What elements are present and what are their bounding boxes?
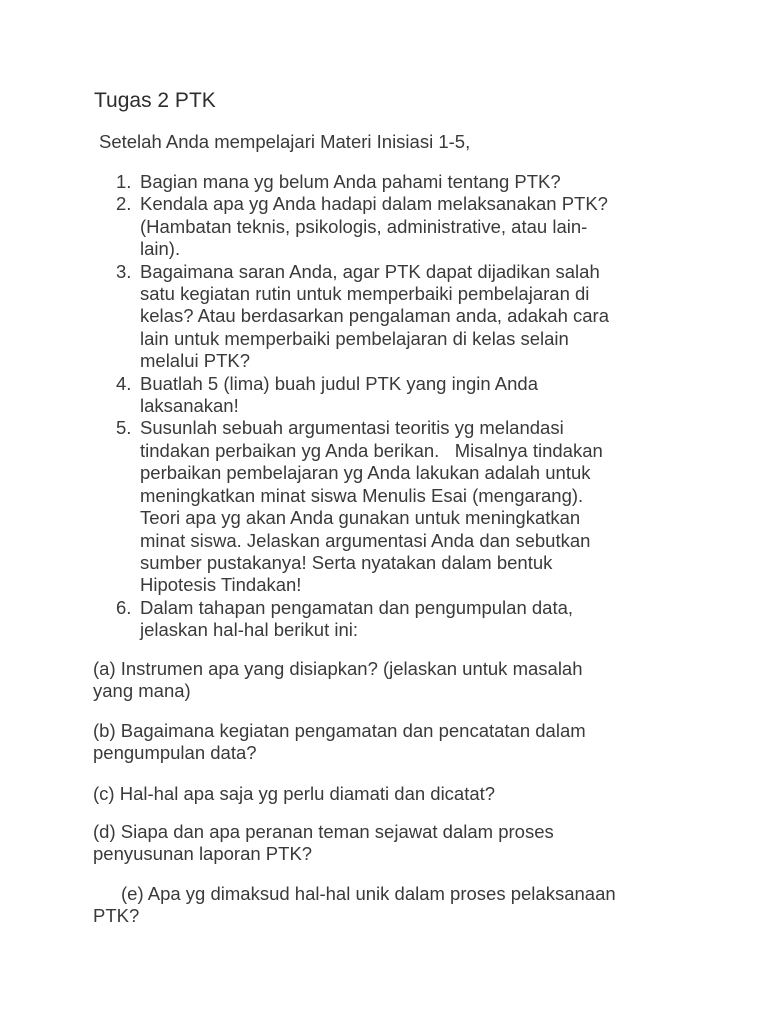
question-number: 3. (116, 260, 132, 282)
text-line: meningkatkan minat siswa Menulis Esai (mengarang). (140, 484, 584, 506)
text-line: tindakan perbaikan yg Anda berikan. Misalnya tindakan (140, 439, 603, 461)
question-number: 4. (116, 372, 132, 394)
question-text (140, 193, 696, 260)
text-line: Hipotesis Tindakan! (140, 574, 302, 596)
text-line: sumber pustakanya! Serta nyatakan dalam bentuk (140, 551, 553, 573)
question-item-6 (116, 597, 696, 642)
question-item-5 (116, 417, 696, 596)
text-line: (Hambatan teknis, psikologis, administrative, atau lain- (140, 215, 588, 237)
intro-paragraph: Setelah Anda mempelajari Materi Inisiasi 1-5, (99, 131, 471, 152)
question-text (140, 261, 696, 373)
text-line: Susunlah sebuah argumentasi teoritis yg melandasi (140, 417, 564, 439)
question-number: 2. (116, 193, 132, 215)
text-line: (e) Apa yg dimaksud hal-hal unik dalam proses pelaksanaan (121, 883, 616, 904)
question-item-1 (116, 171, 696, 193)
text-line: satu kegiatan rutin untuk memperbaiki pembelajaran di (140, 283, 590, 305)
text-line: (b) Bagaimana kegiatan pengamatan dan pencatatan dalam (93, 720, 586, 741)
text-line: penyusunan laporan PTK? (93, 843, 313, 865)
sub-item-b (93, 720, 693, 765)
question-number: 6. (116, 596, 132, 618)
text-line: laksanakan! (140, 395, 239, 417)
text-line: pengumpulan data? (93, 742, 257, 764)
text-line: Kendala apa yg Anda hadapi dalam melaksanakan PTK? (140, 193, 608, 215)
text-line: yang mana) (93, 680, 191, 702)
text-line: Bagian mana yg belum Anda pahami tentang PTK? (140, 171, 561, 192)
text-line: Teori apa yg akan Anda gunakan untuk meningkatkan (140, 507, 581, 529)
question-text (140, 373, 696, 418)
sub-item-d (93, 821, 693, 866)
text-line: melalui PTK? (140, 350, 251, 372)
text-line: minat siswa. Jelaskan argumentasi Anda dan sebutkan (140, 529, 591, 551)
text-line: Buatlah 5 (lima) buah judul PTK yang ingin Anda (140, 372, 539, 394)
question-text (140, 417, 696, 596)
question-text (140, 597, 696, 642)
question-item-3 (116, 261, 696, 373)
question-number: 1. (116, 171, 132, 192)
text-line: kelas? Atau berdasarkan pengalaman anda, adakah cara (140, 305, 610, 327)
text-line: (c) Hal-hal apa saja yg perlu diamati dan dicatat? (93, 783, 496, 804)
question-number: 5. (116, 417, 132, 439)
text-line: Dalam tahapan pengamatan dan pengumpulan data, (140, 596, 574, 618)
text-line: PTK? (93, 905, 140, 927)
text-line: lain). (140, 238, 181, 260)
sub-item-a (93, 658, 693, 703)
question-list (116, 171, 696, 642)
text-line: Bagaimana saran Anda, agar PTK dapat dijadikan salah (140, 260, 600, 282)
text-line: jelaskan hal-hal berikut ini: (140, 619, 359, 641)
text-line: (a) Instrumen apa yang disiapkan? (jelaskan untuk masalah (93, 658, 583, 679)
question-text (140, 171, 696, 193)
text-line: perbaikan pembelajaran yg Anda lakukan adalah untuk (140, 462, 591, 484)
sub-item-e (93, 883, 693, 928)
question-item-2 (116, 193, 696, 260)
sub-item-c (93, 783, 693, 805)
question-item-4 (116, 373, 696, 418)
text-line: lain untuk memperbaiki pembelajaran di kelas selain (140, 327, 569, 349)
document-title: Tugas 2 PTK (94, 89, 216, 112)
text-line: (d) Siapa dan apa peranan teman sejawat dalam proses (93, 821, 554, 842)
